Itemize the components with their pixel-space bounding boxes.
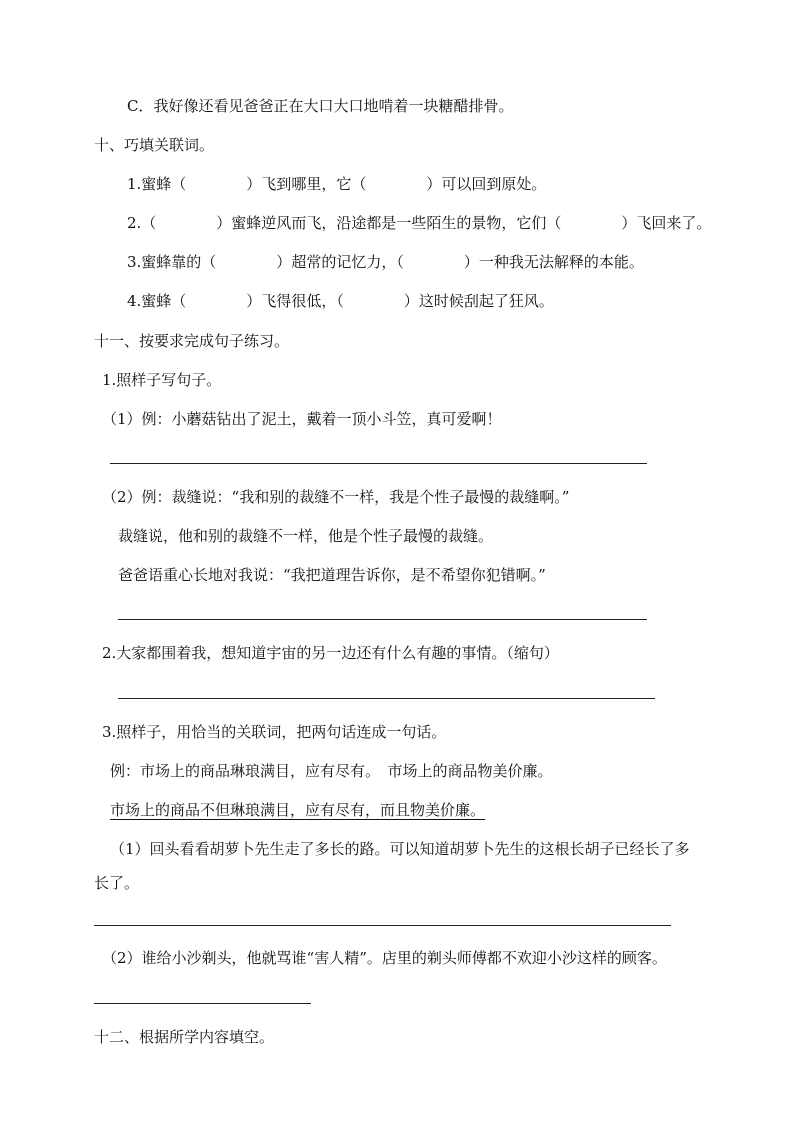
q1-task-2: 爸爸语重心长地对我说：“我把道理告诉你，是不希望你犯错啊。”	[118, 566, 546, 584]
section-10-item-3: 3.蜜蜂靠的（ ）超常的记忆力，（ ）一种我无法解释的本能。	[127, 253, 644, 271]
section-10-item-1: 1.蜜蜂（ ）飞到哪里，它（ ）可以回到原处。	[127, 175, 547, 193]
q1-example-1: （1）例：小蘑菇钻出了泥土，戴着一顶小斗笠，真可爱啊！	[102, 410, 502, 428]
q3-example-answer: 市场上的商品不但琳琅满目，应有尽有，而且物美价廉。	[110, 801, 486, 819]
answer-line-3[interactable]	[118, 698, 655, 699]
answer-line-2[interactable]	[118, 619, 647, 620]
q3-item-2: （2）谁给小沙剃头，他就骂谁“害人精”。店里的剃头师傅都不欢迎小沙这样的顾客。	[102, 949, 667, 967]
q2-title: 2.大家都围着我，想知道宇宙的另一边还有什么有趣的事情。（缩句）	[102, 644, 559, 662]
section-10-heading: 十、巧填关联词。	[94, 136, 215, 154]
q1-title: 1.照样子写句子。	[102, 371, 222, 389]
q3-item-1-cont: 长了。	[94, 874, 140, 892]
section-12-heading: 十二、根据所学内容填空。	[94, 1028, 275, 1046]
option-c: C．我好像还看见爸爸正在大口大口地啃着一块糖醋排骨。	[127, 97, 514, 115]
q3-item-1: （1）回头看看胡萝卜先生走了多长的路。可以知道胡萝卜先生的这根长胡子已经长了多	[110, 840, 690, 858]
answer-line-5[interactable]	[94, 1003, 311, 1004]
q1-example-2: （2）例：裁缝说：“我和别的裁缝不一样，我是个性子最慢的裁缝啊。”	[102, 488, 570, 506]
answer-line-4[interactable]	[94, 925, 671, 926]
answer-line-1[interactable]	[110, 463, 647, 464]
section-11-heading: 十一、按要求完成句子练习。	[94, 332, 290, 350]
q3-example: 例：市场上的商品琳琅满目，应有尽有。 市场上的商品物美价廉。	[110, 762, 553, 780]
section-10-item-4: 4.蜜蜂（ ）飞得很低，（ ）这时候刮起了狂风。	[127, 292, 554, 310]
q1-example-2-answer: 裁缝说，他和别的裁缝不一样，他是个性子最慢的裁缝。	[118, 527, 494, 545]
section-10-item-2: 2.（ ）蜜蜂逆风而飞，沿途都是一些陌生的景物，它们（ ）飞回来了。	[127, 214, 712, 232]
q3-title: 3.照样子，用恰当的关联词，把两句话连成一句话。	[102, 723, 447, 741]
